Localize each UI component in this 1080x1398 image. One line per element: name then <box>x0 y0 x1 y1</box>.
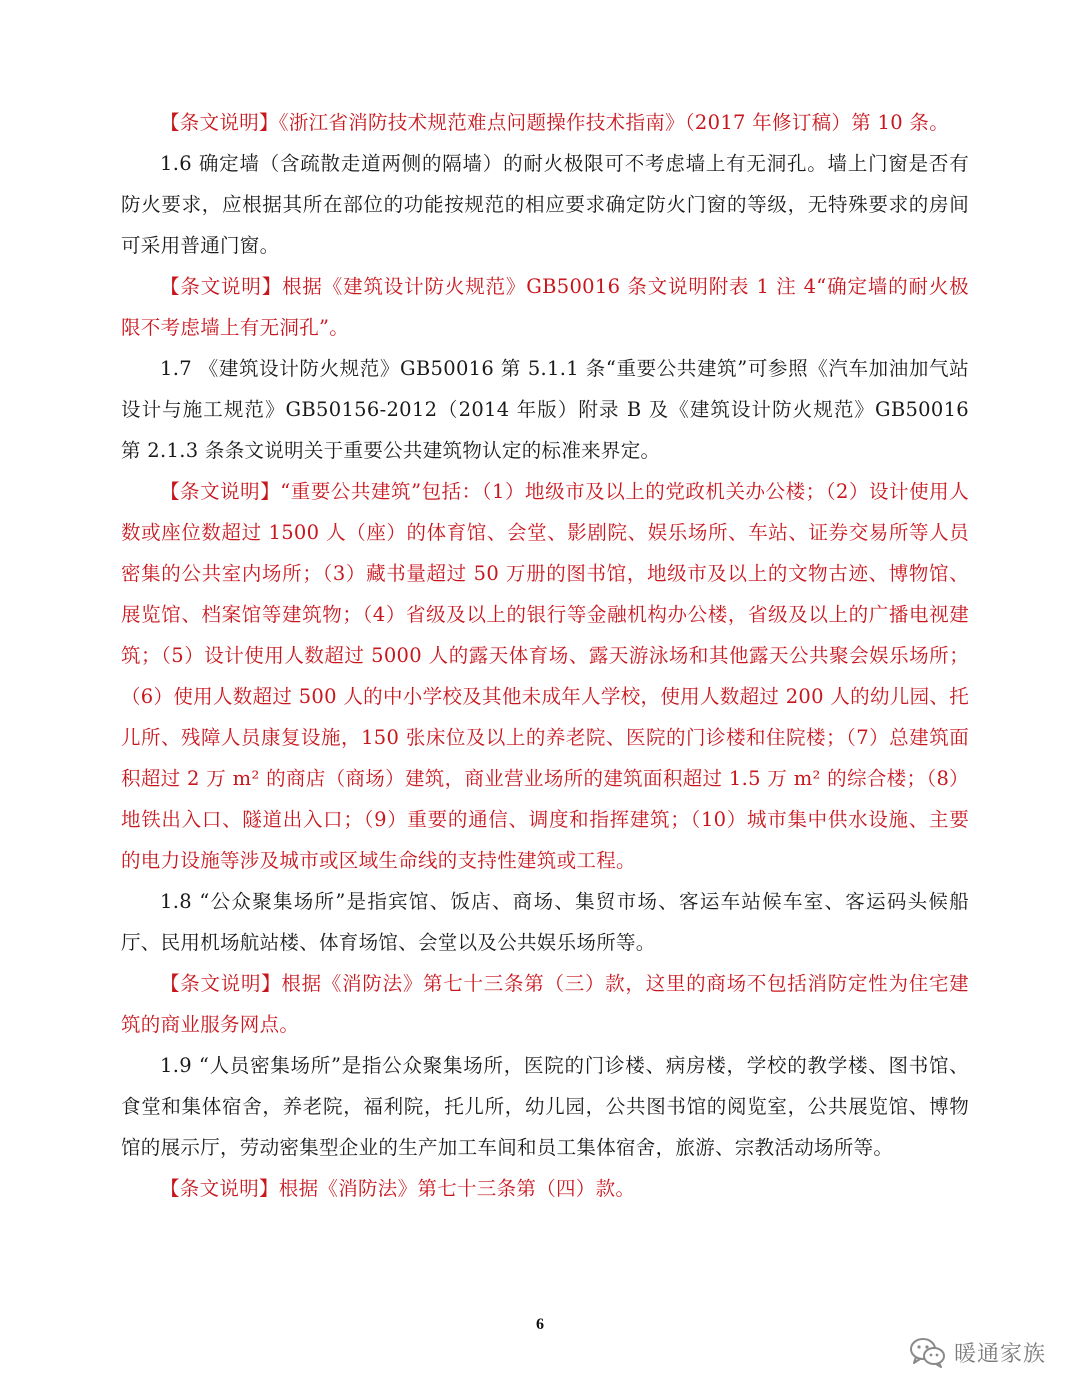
wechat-icon <box>908 1336 946 1368</box>
paragraph-1-7: 1.7 《建筑设计防火规范》GB50016 第 5.1.1 条“重要公共建筑”可参照《汽车加油加气站设计与施工规范》GB50156-2012（2014 年版）附录 B 及《建筑设计防火规范》GB50016 第 2.1.3 条条文说明关于重要公共建筑物认定的标准来界定。 <box>121 357 969 462</box>
paragraph-1-8: 1.8 “公众聚集场所”是指宾馆、饭店、商场、集贸市场、客运车站候车室、客运码头候船厅、民用机场航站楼、体育场馆、会堂以及公共娱乐场所等。 <box>121 890 969 954</box>
paragraph-1-9: 1.9 “人员密集场所”是指公众聚集场所，医院的门诊楼、病房楼，学校的教学楼、图书馆、食堂和集体宿舍，养老院，福利院，托儿所，幼儿园，公共图书馆的阅览室，公共展览馆、博物馆的展示厅，劳动密集型企业的生产加工车间和员工集体宿舍，旅游、宗教活动场所等。 <box>121 1054 969 1159</box>
document-body <box>121 100 969 1209</box>
paragraph-note-1: 【条文说明】《浙江省消防技术规范难点问题操作技术指南》（2017 年修订稿）第 10 条。 <box>160 111 950 134</box>
paragraph-note-1-7: 【条文说明】“重要公共建筑”包括：（1）地级市及以上的党政机关办公楼；（2）设计使用人数或座位数超过 1500 人（座）的体育馆、会堂、影剧院、娱乐场所、车站、证券交易所等人员密集的公共室内场所；（3）藏书量超过 50 万册的图书馆，地级市及以上的文物古迹、博物馆、展览馆、档案馆等建筑物；（4）省级及以上的银行等金融机构办公楼，省级及以上的广播电视建筑；（5）设计使用人数超过 5000 人的露天体育场、露天游泳场和其他露天公共聚会娱乐场所；（6）使用人数超过 500 人的中小学校及其他未成年人学校，使用人数超过 200 人的幼儿园、托儿所、残障人员康复设施，150 张床位及以上的养老院、医院的门诊楼和住院楼；（7）总建筑面积超过 2 万 m² 的商店（商场）建筑，商业营业场所的建筑面积超过 1.5 万 m² 的综合楼；（8）地铁出入口、隧道出入口；（9）重要的通信、调度和指挥建筑；（10）城市集中供水设施、主要的电力设施等涉及城市或区域生命线的支持性建筑或工程。 <box>121 480 969 872</box>
paragraph-1-6: 1.6 确定墙（含疏散走道两侧的隔墙）的耐火极限可不考虑墙上有无洞孔。墙上门窗是否有防火要求，应根据其所在部位的功能按规范的相应要求确定防火门窗的等级，无特殊要求的房间可采用普通门窗。 <box>121 152 969 257</box>
paragraph-note-1-9: 【条文说明】根据《消防法》第七十三条第（四）款。 <box>160 1177 636 1200</box>
page-number: 6 <box>536 1316 544 1333</box>
paragraph-note-1-8: 【条文说明】根据《消防法》第七十三条第（三）款，这里的商场不包括消防定性为住宅建筑的商业服务网点。 <box>121 972 969 1036</box>
watermark <box>908 1332 1046 1372</box>
watermark-text: 暖通家族 <box>953 1341 1046 1367</box>
paragraph-note-1-6: 【条文说明】根据《建筑设计防火规范》GB50016 条文说明附表 1 注 4“确定墙的耐火极限不考虑墙上有无洞孔”。 <box>121 275 969 339</box>
